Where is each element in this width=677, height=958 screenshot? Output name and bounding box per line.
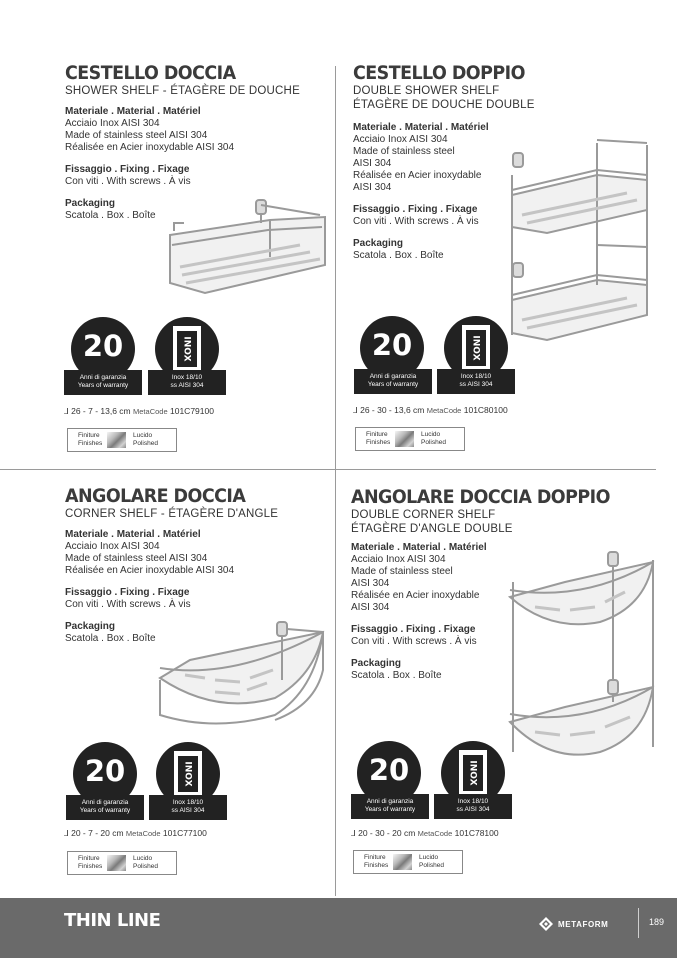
material-line: Acciaio Inox AISI 304 [353,134,448,145]
material-line: Acciaio Inox AISI 304 [351,554,446,565]
metacode-value: 101C77100 [162,828,207,838]
dimensions-icon: ⅃ [64,406,72,416]
page-number: 189 [649,917,665,927]
finish-label-line: Finiture [78,855,100,862]
warranty-label [66,795,144,820]
packaging-text: Scatola . Box . Boîte [65,210,156,221]
material-heading: Materiale . Material . Matériel [65,106,201,117]
finish-value-line: Lucido [421,431,441,438]
double-corner-shelf-image [505,552,660,767]
finish-value [419,854,444,870]
material-line: Réalisée en Acier inoxydable AISI 304 [65,142,234,153]
material-line: AISI 304 [351,602,390,613]
finish-label [78,432,102,448]
material-heading: Materiale . Material . Matériel [353,122,489,133]
finish-box [67,428,177,452]
metacode-value: 101C79100 [170,406,214,416]
product-subtitle: DOUBLE SHOWER SHELF [353,85,500,97]
fixing-text: Con viti . With screws . À vis [351,636,477,647]
warranty-label [351,794,429,819]
dimensions-row [351,828,499,839]
material-line: AISI 304 [353,182,392,193]
material-line: Réalisée en Acier inoxydable AISI 304 [65,565,234,576]
material-line: AISI 304 [353,158,392,169]
metaform-diamond-icon [539,917,553,931]
warranty-years: 20 [84,754,126,788]
warranty-label-line: Years of warranty [367,381,419,388]
product-line-title: THIN LINE [64,910,161,931]
dimensions-row [64,406,214,417]
finish-value [421,431,446,447]
fixing-text: Con viti . With screws . À vis [353,216,479,227]
material-heading: Materiale . Material . Matériel [351,542,487,553]
material-line: Made of stainless steel AISI 304 [65,553,208,564]
finish-value-line: Lucido [419,854,439,861]
vertical-divider [335,66,336,896]
packaging-text: Scatola . Box . Boîte [65,633,156,644]
inox-label-line: Inox 18/10 [460,373,492,380]
inox-logo-text: INOX [470,335,481,361]
inox-logo-text: INOX [182,761,193,787]
product-title: CESTELLO DOPPIO [353,62,525,84]
finish-swatch [395,431,414,447]
finish-swatch [107,855,126,871]
packaging-heading: Packaging [351,658,402,669]
finish-value-line: Lucido [133,855,153,862]
finish-label-line: Finishes [78,440,103,447]
warranty-years: 20 [368,753,410,787]
finish-value-line: Polished [421,439,446,446]
warranty-label [354,369,432,394]
product-subtitle: ÉTAGÈRE D'ANGLE DOUBLE [351,523,513,535]
material-line: Réalisée en Acier inoxydable [351,590,480,601]
material-line: Réalisée en Acier inoxydable [353,170,482,181]
product-title: ANGOLARE DOCCIA DOPPIO [351,486,610,508]
warranty-label-line: Anni di garanzia [79,374,127,381]
finish-box [67,851,177,875]
dimensions-icon: ⅃ [353,405,361,415]
material-line: Made of stainless steel AISI 304 [65,130,208,141]
finish-value-line: Polished [133,863,158,870]
inox-label-line: ss AISI 304 [459,381,493,388]
inox-label [434,794,512,819]
metacode-label: MetaCode [133,407,168,416]
inox-logo-icon [459,750,487,796]
material-line: Acciaio Inox AISI 304 [65,118,160,129]
warranty-label-line: Anni di garanzia [366,798,414,805]
brand-name: METAFORM [558,919,609,929]
product-subtitle: ÉTAGÈRE DE DOUCHE DOUBLE [353,99,535,111]
fixing-text: Con viti . With screws . À vis [65,599,191,610]
finish-value [133,855,158,871]
finish-label-line: Finiture [78,432,100,439]
finish-value-line: Polished [133,440,158,447]
inox-logo-icon [173,326,201,372]
finish-box [355,427,465,451]
inox-label-line: Inox 18/10 [171,374,203,381]
dimensions-icon: ⅃ [351,828,359,838]
finish-label-line: Finishes [78,863,103,870]
metacode-value: 101C78100 [454,828,499,838]
product-subtitle: CORNER SHELF - ÉTAGÈRE D'ANGLE [65,508,279,520]
material-line: AISI 304 [351,578,390,589]
fixing-heading: Fissaggio . Fixing . Fixage [353,204,478,215]
warranty-label-line: Years of warranty [79,807,131,814]
finish-label-line: Finiture [364,854,386,861]
fixing-text: Con viti . With screws . À vis [65,176,191,187]
product-title: CESTELLO DOCCIA [65,62,236,84]
fixing-heading: Fissaggio . Fixing . Fixage [65,164,190,175]
inox-label-line: Inox 18/10 [172,799,204,806]
inox-logo-icon [462,325,490,371]
packaging-text: Scatola . Box . Boîte [351,670,442,681]
finish-swatch [107,432,126,448]
fixing-heading: Fissaggio . Fixing . Fixage [351,624,476,635]
dimensions-row [64,828,207,839]
inox-label [437,369,515,394]
warranty-label-line: Years of warranty [77,382,129,389]
dimensions-value: 20 - 7 - 20 cm [71,828,124,838]
warranty-label [64,370,142,395]
warranty-label-line: Anni di garanzia [369,373,417,380]
footer-divider [638,908,639,938]
inox-label [149,795,227,820]
warranty-label-line: Years of warranty [364,806,416,813]
packaging-heading: Packaging [65,198,116,209]
material-line: Acciaio Inox AISI 304 [65,541,160,552]
metacode-label: MetaCode [125,829,161,838]
dimensions-value: 26 - 30 - 13,6 cm [360,405,425,415]
double-shower-shelf-image [497,135,652,345]
dimensions-icon: ⅃ [64,828,72,838]
warranty-label-line: Anni di garanzia [81,799,129,806]
finish-value-line: Lucido [133,432,153,439]
inox-label [148,370,226,395]
metacode-label: MetaCode [426,406,462,415]
finish-label [364,854,388,870]
product-title: ANGOLARE DOCCIA [65,485,246,507]
product-subtitle: SHOWER SHELF - ÉTAGÈRE DE DOUCHE [65,85,300,97]
inox-label-line: ss AISI 304 [456,806,490,813]
metacode-label: MetaCode [417,829,453,838]
finish-swatch [393,854,412,870]
page-footer [0,898,677,958]
packaging-heading: Packaging [65,621,116,632]
warranty-years: 20 [371,328,413,362]
shower-shelf-image [160,195,330,300]
metacode-value: 101C80100 [463,405,508,415]
material-line: Made of stainless steel [351,566,453,577]
packaging-text: Scatola . Box . Boîte [353,250,444,261]
material-line: Made of stainless steel [353,146,455,157]
finish-label [366,431,390,447]
finish-label-line: Finishes [366,439,391,446]
inox-label-line: Inox 18/10 [457,798,489,805]
product-subtitle: DOUBLE CORNER SHELF [351,509,496,521]
dimensions-value: 20 - 30 - 20 cm [358,828,416,838]
inox-logo-text: INOX [181,336,192,362]
dimensions-row [353,405,508,416]
dimensions-value: 26 - 7 - 13,6 cm [71,406,131,416]
inox-logo-icon [174,751,202,797]
horizontal-divider [0,469,656,470]
packaging-heading: Packaging [353,238,404,249]
inox-logo-text: INOX [467,760,478,786]
material-heading: Materiale . Material . Matériel [65,529,201,540]
fixing-heading: Fissaggio . Fixing . Fixage [65,587,190,598]
finish-label-line: Finishes [364,862,389,869]
finish-value [133,432,158,448]
finish-box [353,850,463,874]
inox-label-line: ss AISI 304 [170,382,204,389]
finish-value-line: Polished [419,862,444,869]
warranty-years: 20 [82,329,124,363]
inox-label-line: ss AISI 304 [171,807,205,814]
corner-shelf-image [155,620,330,735]
finish-label-line: Finiture [366,431,388,438]
brand-logo [539,917,608,931]
finish-label [78,855,102,871]
